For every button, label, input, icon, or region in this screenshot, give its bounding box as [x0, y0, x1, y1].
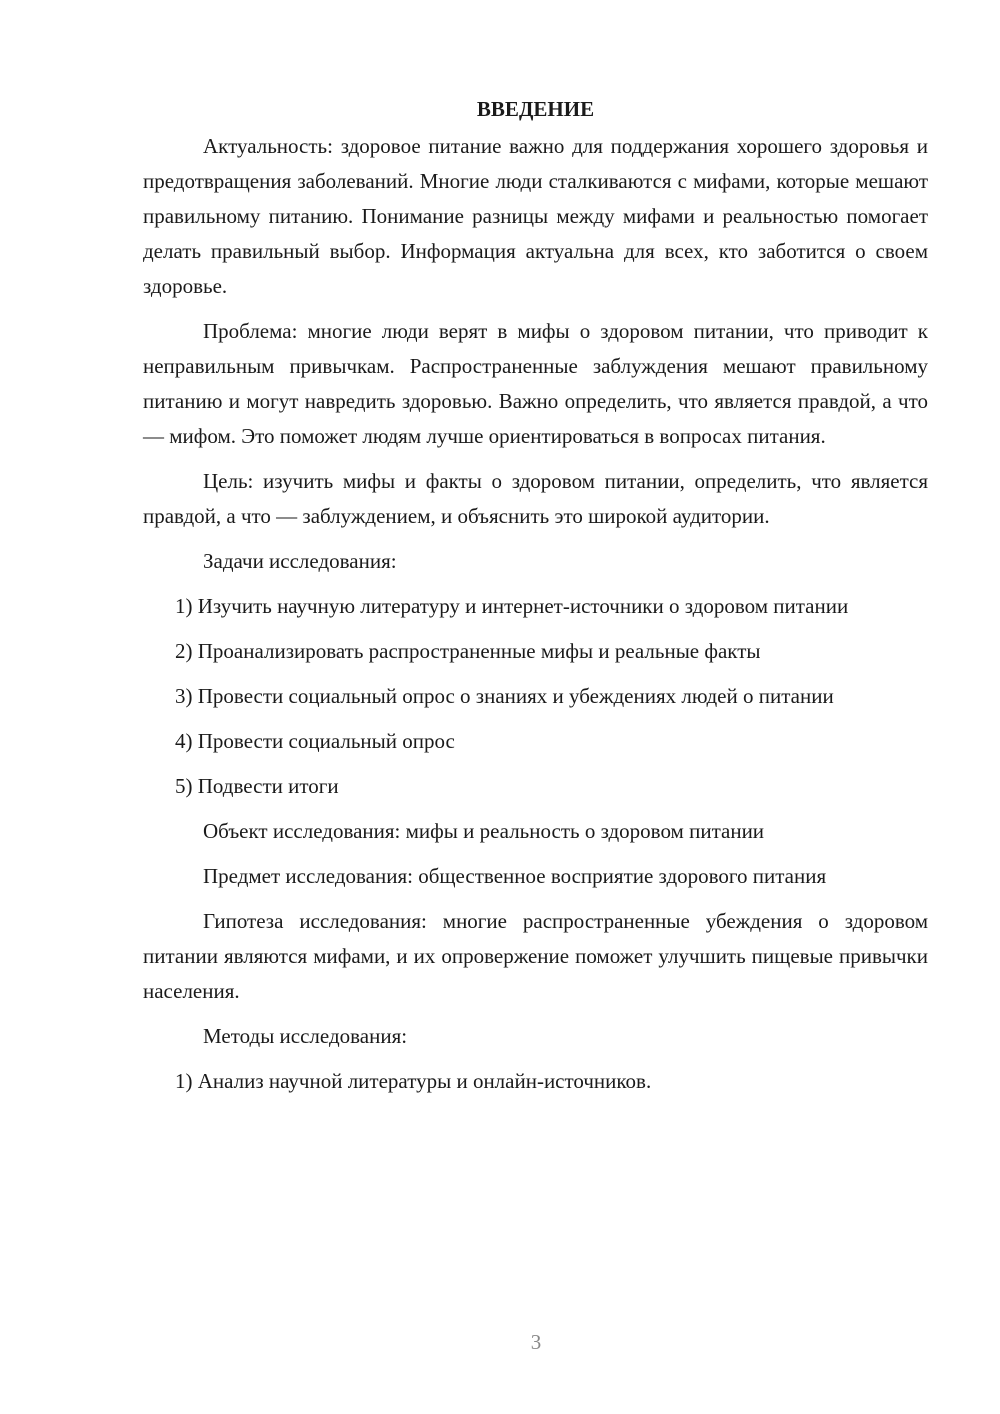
methods-heading: Методы исследования:: [203, 1024, 408, 1048]
relevance-paragraph: Актуальность: здоровое питание важно для поддержания хорошего здоровья и предотвращения заболеваний. Многие люди сталкиваются с мифами, которые мешают правильному питанию. Понимание разницы между мифами и реальностью помогает делать правильный выбор. Информация актуальна для всех, кто заботится о своем здоровье.: [143, 134, 928, 298]
goal-paragraph: Цель: изучить мифы и факты о здоровом питании, определить, что является правдой, а что — заблуждением, и объяснить это широкой аудитории.: [143, 469, 928, 528]
subject-paragraph: Предмет исследования: общественное восприятие здорового питания: [203, 864, 827, 888]
task-item: 3) Провести социальный опрос о знаниях и убеждениях людей о питании: [175, 684, 834, 708]
document-page: [143, 92, 928, 1109]
task-item: 1) Изучить научную литературу и интернет-источники о здоровом питании: [175, 594, 849, 618]
page-number: 3: [530, 1330, 542, 1354]
hypothesis-paragraph: Гипотеза исследования: многие распространенные убеждения о здоровом питании являются мифами, и их опровержение поможет улучшить пищевые привычки населения.: [143, 909, 928, 1003]
task-item: 4) Провести социальный опрос: [175, 729, 455, 753]
task-item: 5) Подвести итоги: [175, 774, 339, 798]
object-paragraph: Объект исследования: мифы и реальность о здоровом питании: [203, 819, 765, 843]
problem-paragraph: Проблема: многие люди верят в мифы о здоровом питании, что приводит к неправильным привычкам. Распространенные заблуждения мешают правильному питанию и могут навредить здоровью. Важно определить, что является правдой, а что — мифом. Это поможет людям лучше ориентироваться в вопросах питания.: [143, 319, 928, 448]
tasks-heading: Задачи исследования:: [203, 549, 397, 573]
method-item: 1) Анализ научной литературы и онлайн-источников.: [175, 1069, 652, 1093]
task-item: 2) Проанализировать распространенные мифы и реальные факты: [175, 639, 761, 663]
section-title: ВВЕДЕНИЕ: [476, 97, 595, 121]
